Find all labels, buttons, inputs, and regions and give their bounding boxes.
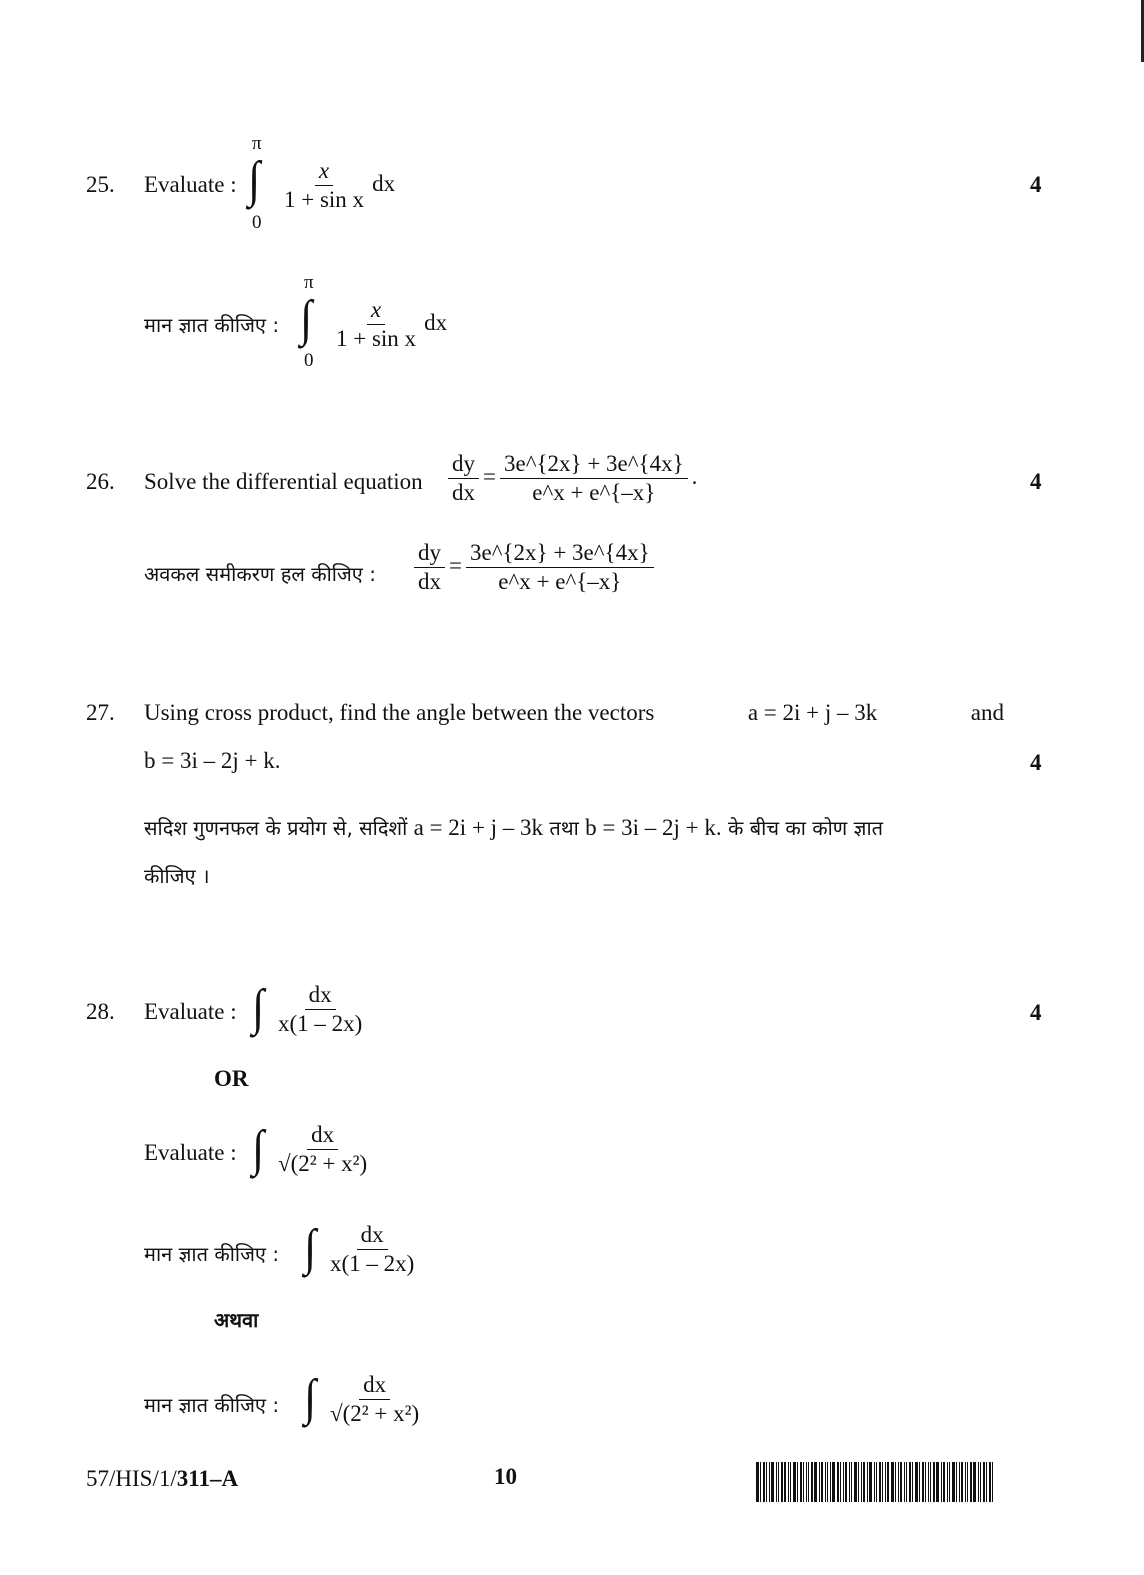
q27-vector-b: b = 3i – 2j + k. bbox=[144, 748, 281, 773]
q28-hindi-part1-den: x(1 – 2x) bbox=[330, 1251, 415, 1277]
barcode-bar bbox=[763, 1462, 765, 1502]
q25-hindi-denominator: 1 + sin x bbox=[336, 326, 417, 352]
q26-number: 26. bbox=[86, 469, 115, 494]
q25-differential: dx bbox=[372, 171, 396, 197]
barcode-bar bbox=[941, 1462, 942, 1502]
q28-hindi-part2-integrand bbox=[322, 1372, 427, 1428]
q27-hindi-vector-b: b = 3i – 2j + k. bbox=[585, 815, 722, 840]
barcode-bar bbox=[887, 1462, 889, 1502]
barcode-bar bbox=[821, 1462, 823, 1502]
q25-evaluate-label: Evaluate : bbox=[144, 172, 237, 197]
q28-part1-num: dx bbox=[305, 982, 336, 1010]
barcode-bar bbox=[858, 1462, 859, 1502]
q26-equation: $\frac{dy}{dx}$ = $\frac{3e\^{}\{2x\} + 3e\^{}\{4x\}}{e\^{}x + e\^{}\{-x\}}$ . bbox=[444, 451, 697, 507]
q27-hindi-text-1: सदिश गुणनफल के प्रयोग से, सदिशों bbox=[144, 816, 408, 840]
q28-part1-den: x(1 – 2x) bbox=[278, 1011, 363, 1037]
integral-sign-icon: ∫ bbox=[252, 979, 265, 1036]
barcode-bar bbox=[769, 1462, 770, 1502]
barcode-bar bbox=[930, 1462, 931, 1502]
barcode-bar bbox=[861, 1462, 862, 1502]
barcode-bar bbox=[949, 1462, 950, 1502]
q26-marks: 4 bbox=[1030, 469, 1042, 494]
barcode-bar bbox=[825, 1462, 826, 1502]
q26-equation-hindi: $\frac{dy}{dx}$ = $\frac{3e\^{}\{2x\} + 3e\^{}\{4x\}}{e\^{}x + e\^{}\{-x\}}$ bbox=[410, 540, 658, 596]
barcode-bar bbox=[912, 1462, 913, 1502]
q25-hindi-upper-limit: π bbox=[304, 272, 314, 293]
q25-marks: 4 bbox=[1030, 172, 1042, 197]
barcode-bar bbox=[830, 1462, 831, 1502]
q27-vector-a: a = 2i + j – 3k bbox=[747, 700, 878, 725]
barcode-bar bbox=[869, 1462, 872, 1502]
q26-rhs-den: e^x + e^{–x} bbox=[532, 480, 656, 506]
q28-evaluate-label-hindi-2: मान ज्ञात कीजिए : bbox=[144, 1393, 280, 1417]
q28-evaluate-label-2: Evaluate : bbox=[144, 1140, 237, 1165]
q26-text: Solve the differential equation bbox=[144, 469, 423, 494]
q27-hindi-tatha: तथा bbox=[549, 816, 579, 840]
q28-hindi-part1-num: dx bbox=[357, 1222, 388, 1250]
q26-rhs-num: 3e^{2x} + 3e^{4x} bbox=[500, 451, 688, 479]
barcode-bar bbox=[978, 1462, 979, 1502]
barcode-bar bbox=[952, 1462, 955, 1502]
integral-sign-icon: ∫ bbox=[304, 1369, 317, 1426]
q26-lhs-num: dy bbox=[448, 451, 479, 479]
barcode-bar bbox=[784, 1462, 786, 1502]
integral-sign-icon: ∫ bbox=[300, 290, 313, 347]
barcode-bar bbox=[874, 1462, 875, 1502]
barcode-bar bbox=[808, 1462, 809, 1502]
q25-denominator: 1 + sin x bbox=[284, 187, 365, 213]
q27-text-hindi-line2: कीजिए । bbox=[144, 864, 210, 888]
q27-text-hindi-line1 bbox=[144, 814, 883, 841]
q28-evaluate-label-hindi: मान ज्ञात कीजिए : bbox=[144, 1242, 280, 1266]
barcode-bar bbox=[891, 1462, 894, 1502]
barcode-bar bbox=[898, 1462, 899, 1502]
barcode-bar bbox=[811, 1462, 813, 1502]
barcode-bar bbox=[943, 1462, 945, 1502]
barcode-bar bbox=[840, 1462, 841, 1502]
barcode-bar bbox=[879, 1462, 881, 1502]
barcode-bar bbox=[827, 1462, 828, 1502]
barcode-bar bbox=[863, 1462, 865, 1502]
barcode-bar bbox=[973, 1462, 976, 1502]
barcode-bar bbox=[849, 1462, 850, 1502]
q28-or-label-hindi: अथवा bbox=[214, 1308, 259, 1332]
q27-and: and bbox=[970, 700, 1004, 725]
q25-hindi-numerator: x bbox=[370, 297, 382, 322]
q27-text: Using cross product, find the angle between the vectors bbox=[144, 700, 655, 725]
q27-marks: 4 bbox=[1030, 750, 1042, 775]
barcode-bar bbox=[947, 1462, 948, 1502]
footer-code-bold: 311–A bbox=[176, 1466, 239, 1491]
q25-lower-limit: 0 bbox=[252, 212, 262, 233]
q28-evaluate-label: Evaluate : bbox=[144, 999, 237, 1024]
q28-part1-integrand bbox=[270, 982, 370, 1038]
q26-hindi-lhs-num: dy bbox=[414, 540, 445, 568]
barcode-bar bbox=[956, 1462, 957, 1502]
barcode-bar bbox=[776, 1462, 777, 1502]
q25-number: 25. bbox=[86, 172, 115, 197]
barcode-bar bbox=[900, 1462, 902, 1502]
q26-lhs-den: dx bbox=[452, 480, 475, 506]
q28-part2-den: √(2² + x²) bbox=[278, 1151, 368, 1177]
footer-code-prefix: 57/HIS/1/ bbox=[86, 1466, 177, 1491]
q27-number: 27. bbox=[86, 700, 115, 725]
q25-hindi-differential: dx bbox=[424, 310, 448, 336]
barcode-bar bbox=[843, 1462, 844, 1502]
q27-hindi-text-2: के बीच का कोण ज्ञात bbox=[728, 816, 884, 840]
barcode-bar bbox=[790, 1462, 791, 1502]
barcode-bar bbox=[992, 1462, 993, 1502]
page-number: 10 bbox=[494, 1464, 517, 1489]
barcode-bar bbox=[986, 1462, 987, 1502]
q25-fraction bbox=[280, 158, 368, 214]
barcode-bar bbox=[967, 1462, 968, 1502]
barcode-bar bbox=[797, 1462, 798, 1502]
barcode-bar bbox=[814, 1462, 817, 1502]
q25-integrand bbox=[276, 158, 395, 214]
barcode-bar bbox=[876, 1462, 877, 1502]
q27-hindi-vector-a: a = 2i + j – 3k bbox=[413, 815, 544, 840]
barcode-bar bbox=[837, 1462, 839, 1502]
q28-part2-integrand bbox=[270, 1122, 375, 1178]
barcode-bar bbox=[788, 1462, 789, 1502]
barcode-bar bbox=[906, 1462, 907, 1502]
q25-numerator: x bbox=[318, 158, 330, 183]
barcode-bar bbox=[760, 1462, 761, 1502]
q26-hindi-lhs-den: dx bbox=[418, 569, 441, 595]
q26-hindi-rhs-num: 3e^{2x} + 3e^{4x} bbox=[466, 540, 654, 568]
q28-marks: 4 bbox=[1030, 1000, 1042, 1025]
barcode-bar bbox=[882, 1462, 883, 1502]
barcode-bar bbox=[961, 1462, 963, 1502]
barcode-bar bbox=[781, 1462, 783, 1502]
barcode-bar bbox=[909, 1462, 911, 1502]
q28-or-label: OR bbox=[214, 1066, 249, 1091]
q28-part2-num: dx bbox=[307, 1122, 338, 1150]
barcode-bar bbox=[851, 1462, 852, 1502]
barcode-bar bbox=[980, 1462, 981, 1502]
barcode-bar bbox=[845, 1462, 847, 1502]
q28-hindi-part2-den: √(2² + x²) bbox=[330, 1401, 420, 1427]
barcode-bar bbox=[803, 1462, 804, 1502]
q26-text-hindi: अवकल समीकरण हल कीजिए : bbox=[144, 562, 376, 586]
barcode-bar bbox=[766, 1462, 767, 1502]
barcode-bar bbox=[933, 1462, 935, 1502]
barcode-bar bbox=[919, 1462, 920, 1502]
barcode-bar bbox=[959, 1462, 960, 1502]
barcode-bar bbox=[806, 1462, 807, 1502]
barcode-bar bbox=[928, 1462, 929, 1502]
q28-hindi-part1-integrand bbox=[322, 1222, 422, 1278]
q25-hindi-integrand bbox=[328, 297, 447, 353]
q25-evaluate-label-hindi: मान ज्ञात कीजिए : bbox=[144, 313, 280, 337]
barcode-bar bbox=[793, 1462, 796, 1502]
q25-upper-limit: π bbox=[252, 133, 262, 154]
barcode-bar bbox=[800, 1462, 802, 1502]
barcode-bar bbox=[832, 1462, 835, 1502]
barcode-bar bbox=[895, 1462, 896, 1502]
barcode-bar bbox=[965, 1462, 966, 1502]
barcode-bar bbox=[970, 1462, 972, 1502]
q28-hindi-part2-num: dx bbox=[359, 1372, 390, 1400]
barcode-icon bbox=[756, 1462, 1046, 1502]
barcode-bar bbox=[756, 1462, 759, 1502]
footer-paper-code bbox=[86, 1466, 238, 1492]
barcode-bar bbox=[904, 1462, 905, 1502]
q28-number: 28. bbox=[86, 999, 115, 1024]
barcode-bar bbox=[915, 1462, 918, 1502]
integral-sign-icon: ∫ bbox=[304, 1219, 317, 1276]
integral-sign-icon: ∫ bbox=[248, 151, 261, 208]
barcode-bar bbox=[867, 1462, 868, 1502]
q27-line1 bbox=[144, 700, 1004, 726]
barcode-bar bbox=[925, 1462, 926, 1502]
barcode-bar bbox=[771, 1462, 774, 1502]
q26-hindi-rhs-den: e^x + e^{–x} bbox=[498, 569, 622, 595]
barcode-bar bbox=[922, 1462, 924, 1502]
integral-sign-icon: ∫ bbox=[252, 1120, 265, 1177]
barcode-bar bbox=[983, 1462, 985, 1502]
barcode-bar bbox=[989, 1462, 991, 1502]
barcode-bar bbox=[936, 1462, 939, 1502]
barcode-bar bbox=[854, 1462, 857, 1502]
q25-hindi-lower-limit: 0 bbox=[304, 350, 314, 371]
barcode-bar bbox=[819, 1462, 820, 1502]
barcode-bar bbox=[778, 1462, 779, 1502]
barcode-bar bbox=[885, 1462, 886, 1502]
